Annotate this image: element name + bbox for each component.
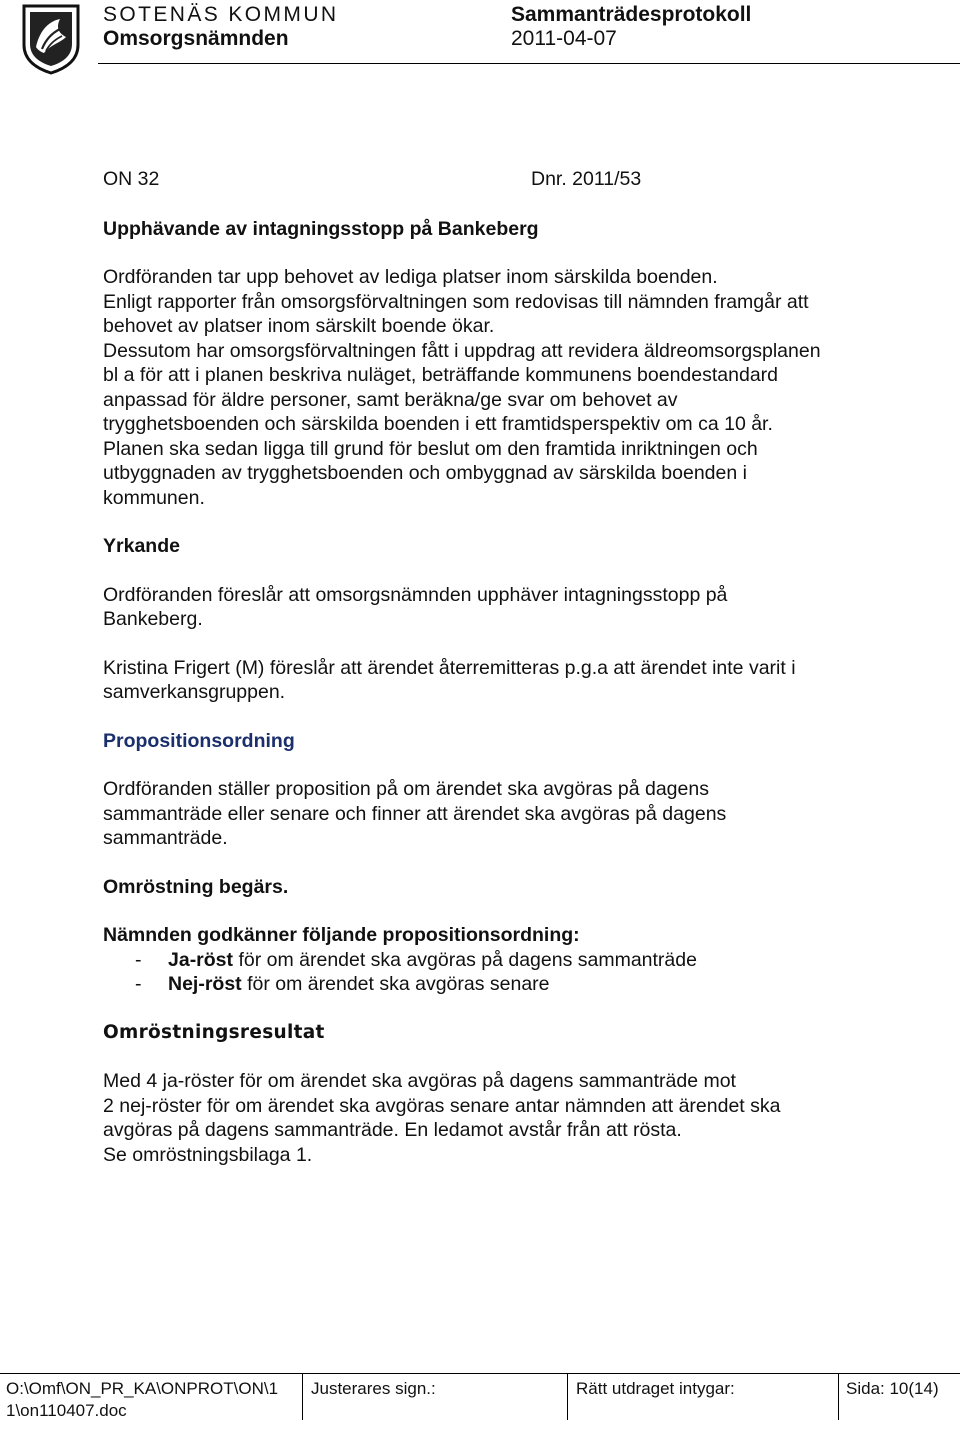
vote-option-yes — [103, 948, 903, 973]
text-line: Planen ska sedan ligga till grund för beslut om den framtida inriktningen och — [103, 437, 758, 460]
protocol-body — [103, 167, 903, 1167]
approval-heading: Nämnden godkänner följande propositionsordning: — [103, 924, 580, 946]
vote-option-no — [103, 972, 903, 997]
case-title: Upphävande av intagningsstopp på Bankeberg — [103, 217, 539, 240]
page-number: Sida: 10(14) — [846, 1379, 939, 1398]
text-line: bl a för att i planen beskriva nuläget, beträffande kommunens boendestandard — [103, 364, 779, 386]
footer-divider — [302, 1374, 303, 1420]
text-line: behovet av platser inom särskilt boende ökar. — [103, 315, 495, 337]
text-line: Ordföranden tar upp behovet av lediga platser inom särskilda boenden. — [103, 266, 718, 288]
document-type: Sammanträdesprotokoll — [511, 3, 752, 26]
text-line: Se omröstningsbilaga 1. — [103, 1143, 313, 1166]
meeting-date: 2011-04-07 — [511, 27, 617, 50]
justeras-field: Justerares sign.: — [311, 1379, 436, 1398]
option-label: Nej-röst — [168, 973, 242, 995]
text-line: Ordföranden ställer proposition på om ärendet ska avgöras på dagens — [103, 778, 709, 800]
vote-requested: Omröstning begärs. — [103, 875, 289, 898]
file-path — [6, 1378, 278, 1422]
footer-divider — [567, 1374, 568, 1420]
vote-options-list — [103, 948, 903, 997]
board-name: Omsorgsnämnden — [103, 27, 289, 50]
utdrag-field: Rätt utdraget intygar: — [576, 1379, 735, 1398]
file-path-line: 1\on110407.doc — [6, 1401, 127, 1420]
yrkande-paragraph-2 — [103, 656, 903, 705]
text-line: Med 4 ja-röster för om ärendet ska avgöras på dagens sammanträde mot — [103, 1070, 736, 1092]
text-line: anpassad för äldre personer, samt beräkna/ge svar om behovet av — [103, 388, 678, 411]
text-line: samverkansgruppen. — [103, 681, 286, 703]
case-number: ON 32 — [103, 168, 160, 190]
municipality-seal-icon — [20, 3, 82, 75]
case-reference — [103, 167, 903, 192]
text-line: avgöras på dagens sammanträde. En ledamot avstår från att rösta. — [103, 1119, 682, 1141]
list-dash: - — [135, 948, 142, 971]
text-line: Enligt rapporter från omsorgsförvaltningen som redovisas till nämnden framgår att — [103, 290, 809, 313]
text-line: Ordföranden föreslår att omsorgsnämnden upphäver intagningsstopp på — [103, 583, 728, 606]
footer-divider — [838, 1374, 839, 1420]
text-line: Dessutom har omsorgsförvaltningen fått i uppdrag att revidera äldreomsorgsplanen — [103, 339, 821, 362]
result-heading: Omröstningsresultat — [103, 1021, 325, 1043]
text-line: sammanträde. — [103, 827, 228, 849]
header-divider — [98, 63, 960, 64]
intro-paragraph — [103, 265, 903, 510]
option-text: för om ärendet ska avgöras senare — [241, 973, 550, 995]
page-footer — [0, 1373, 960, 1424]
result-paragraph — [103, 1069, 903, 1167]
text-line: 2 nej-röster för om ärendet ska avgöras senare antar nämnden att ärendet ska — [103, 1094, 781, 1117]
list-dash: - — [135, 973, 142, 995]
option-text: för om ärendet ska avgöras på dagens sammanträde — [233, 948, 697, 971]
text-line: trygghetsboenden och särskilda boenden i ett framtidsperspektiv om ca 10 år. — [103, 413, 773, 435]
text-line: utbyggnaden av trygghetsboenden och ombyggnad av särskilda boenden i — [103, 462, 747, 484]
text-line: Kristina Frigert (M) föreslår att ärendet återremitteras p.g.a att ärendet inte varit i — [103, 656, 796, 679]
organization-name: SOTENÄS KOMMUN — [103, 3, 339, 26]
proposition-heading: Propositionsordning — [103, 729, 295, 752]
diary-number: Dnr. 2011/53 — [531, 168, 642, 190]
text-line: sammanträde eller senare och finner att ärendet ska avgöras på dagens — [103, 802, 727, 825]
option-label: Ja-röst — [168, 948, 234, 971]
text-line: Bankeberg. — [103, 608, 203, 630]
file-path-line: O:\Omf\ON_PR_KA\ONPROT\ON\1 — [6, 1379, 279, 1398]
proposition-paragraph — [103, 777, 903, 851]
yrkande-heading: Yrkande — [103, 535, 180, 557]
yrkande-paragraph-1 — [103, 583, 903, 632]
text-line: kommunen. — [103, 486, 205, 509]
